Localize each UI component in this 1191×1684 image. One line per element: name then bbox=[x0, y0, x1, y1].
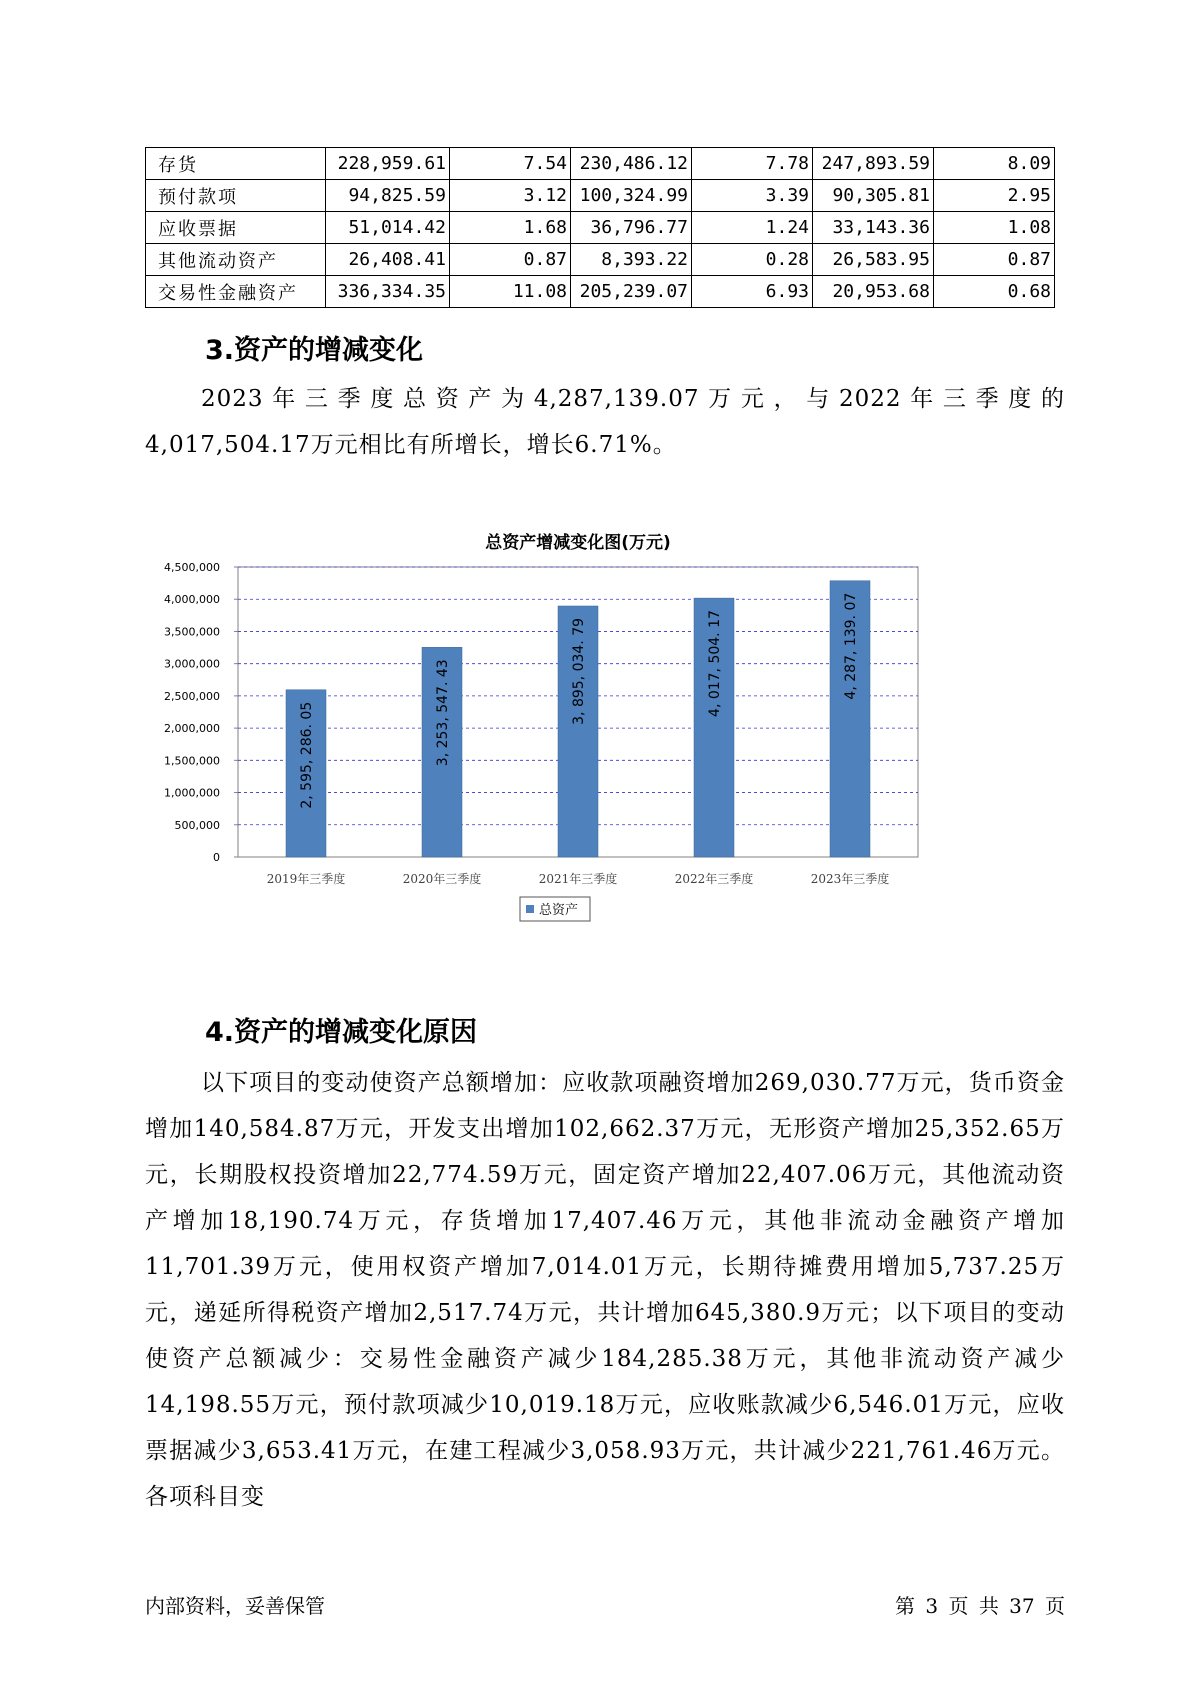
x-tick-label: 2022年三季度 bbox=[674, 872, 754, 886]
table-cell-value: 7.78 bbox=[692, 148, 813, 180]
y-tick-label: 500,000 bbox=[174, 818, 220, 832]
table-cell-item-name: 交易性金融资产 bbox=[146, 276, 326, 308]
asset-table-body bbox=[146, 148, 1055, 308]
chart-svg bbox=[160, 520, 1020, 980]
x-tick-label: 2020年三季度 bbox=[402, 872, 482, 886]
table-cell-value: 8.09 bbox=[934, 148, 1055, 180]
y-tick-label: 3,000,000 bbox=[164, 657, 220, 671]
y-tick-label: 4,000,000 bbox=[164, 593, 220, 607]
table-cell-value: 0.87 bbox=[934, 244, 1055, 276]
table-cell-value: 205,239.07 bbox=[571, 276, 692, 308]
table-cell-item-name: 存货 bbox=[146, 148, 326, 180]
table-cell-value: 90,305.81 bbox=[813, 180, 934, 212]
legend-label: 总资产 bbox=[539, 903, 579, 918]
table-cell-value: 7.54 bbox=[450, 148, 571, 180]
asset-table bbox=[145, 147, 1055, 308]
section4-heading: 4.资产的增减变化原因 bbox=[205, 1017, 478, 1048]
bar-data-label: 2, 595, 286. 05 bbox=[299, 701, 315, 809]
bar-data-label: 4, 017, 504. 17 bbox=[707, 610, 723, 717]
table-cell-value: 100,324.99 bbox=[571, 180, 692, 212]
table-cell-value: 228,959.61 bbox=[326, 148, 450, 180]
table-row bbox=[146, 244, 1055, 276]
y-tick-label: 1,000,000 bbox=[164, 786, 220, 800]
total-assets-chart bbox=[160, 520, 1020, 980]
table-cell-value: 1.24 bbox=[692, 212, 813, 244]
table-cell-value: 1.68 bbox=[450, 212, 571, 244]
bar-data-label: 4, 287, 139. 07 bbox=[843, 592, 859, 700]
table-cell-value: 11.08 bbox=[450, 276, 571, 308]
table-cell-value: 3.12 bbox=[450, 180, 571, 212]
y-tick-label: 2,500,000 bbox=[164, 689, 220, 703]
table-cell-value: 1.08 bbox=[934, 212, 1055, 244]
section3-paragraph: 2023年三季度总资产为4,287,139.07万元，与2022年三季度的4,017,504.17万元相比有所增长，增长6.71%。 bbox=[145, 386, 1065, 458]
y-tick-label: 4,500,000 bbox=[164, 561, 220, 574]
footer-confidential: 内部资料，妥善保管 bbox=[145, 1594, 325, 1618]
table-cell-value: 36,796.77 bbox=[571, 212, 692, 244]
table-cell-value: 20,953.68 bbox=[813, 276, 934, 308]
y-tick-label: 0 bbox=[213, 851, 220, 864]
chart-title: 总资产增减变化图(万元) bbox=[485, 533, 671, 553]
table-cell-item-name: 其他流动资产 bbox=[146, 244, 326, 276]
table-cell-value: 33,143.36 bbox=[813, 212, 934, 244]
table-cell-value: 94,825.59 bbox=[326, 180, 450, 212]
table-cell-value: 230,486.12 bbox=[571, 148, 692, 180]
y-tick-label: 1,500,000 bbox=[164, 754, 220, 768]
table-cell-value: 247,893.59 bbox=[813, 148, 934, 180]
table-row bbox=[146, 180, 1055, 212]
table-cell-item-name: 预付款项 bbox=[146, 180, 326, 212]
table-row bbox=[146, 148, 1055, 180]
section4-paragraph: 以下项目的变动使资产总额增加：应收款项融资增加269,030.77万元，货币资金增加140,584.87万元，开发支出增加102,662.37万元，无形资产增加25,352.65万元，长期股权投资增加22,774.59万元，固定资产增加22,407.06万元，其他流动资产增加18,190.74万元，存货增加17,407.46万元，其他非流动金融资产增加11,701.39万元，使用权资产增加7,014.01万元，长期待摊费用增加5,737.25万元，递延所得税资产增加2,517.74万元，共计增加645,380.9万元；以下项目的变动使资产总额减少：交易性金融资产减少184,285.38万元，其他非流动资产减少14,198.55万元，预付款项减少10,019.18万元，应收账款减少6,546.01万元，应收票据减少3,653.41万元，在建工程减少3,058.93万元，共计减少221,761.46万元。各项科目变 bbox=[145, 1070, 1065, 1510]
x-tick-label: 2019年三季度 bbox=[266, 872, 346, 886]
x-tick-label: 2021年三季度 bbox=[538, 872, 618, 886]
table-cell-value: 26,408.41 bbox=[326, 244, 450, 276]
table-cell-value: 0.87 bbox=[450, 244, 571, 276]
y-tick-label: 3,500,000 bbox=[164, 625, 220, 639]
table-cell-value: 0.68 bbox=[934, 276, 1055, 308]
table-cell-value: 2.95 bbox=[934, 180, 1055, 212]
table-row bbox=[146, 276, 1055, 308]
bar-data-label: 3, 895, 034. 79 bbox=[571, 617, 587, 725]
table-cell-value: 3.39 bbox=[692, 180, 813, 212]
legend-swatch bbox=[526, 905, 534, 913]
table-cell-value: 0.28 bbox=[692, 244, 813, 276]
table-row bbox=[146, 212, 1055, 244]
table-cell-item-name: 应收票据 bbox=[146, 212, 326, 244]
bar-data-label: 3, 253, 547. 43 bbox=[435, 659, 451, 767]
table-cell-value: 51,014.42 bbox=[326, 212, 450, 244]
table-cell-value: 6.93 bbox=[692, 276, 813, 308]
table-cell-value: 8,393.22 bbox=[571, 244, 692, 276]
footer-page-number: 第 3 页 共 37 页 bbox=[895, 1594, 1065, 1618]
table-cell-value: 26,583.95 bbox=[813, 244, 934, 276]
table-cell-value: 336,334.35 bbox=[326, 276, 450, 308]
y-tick-label: 2,000,000 bbox=[164, 722, 220, 736]
x-tick-label: 2023年三季度 bbox=[810, 872, 890, 886]
section3-heading: 3.资产的增减变化 bbox=[205, 335, 424, 366]
